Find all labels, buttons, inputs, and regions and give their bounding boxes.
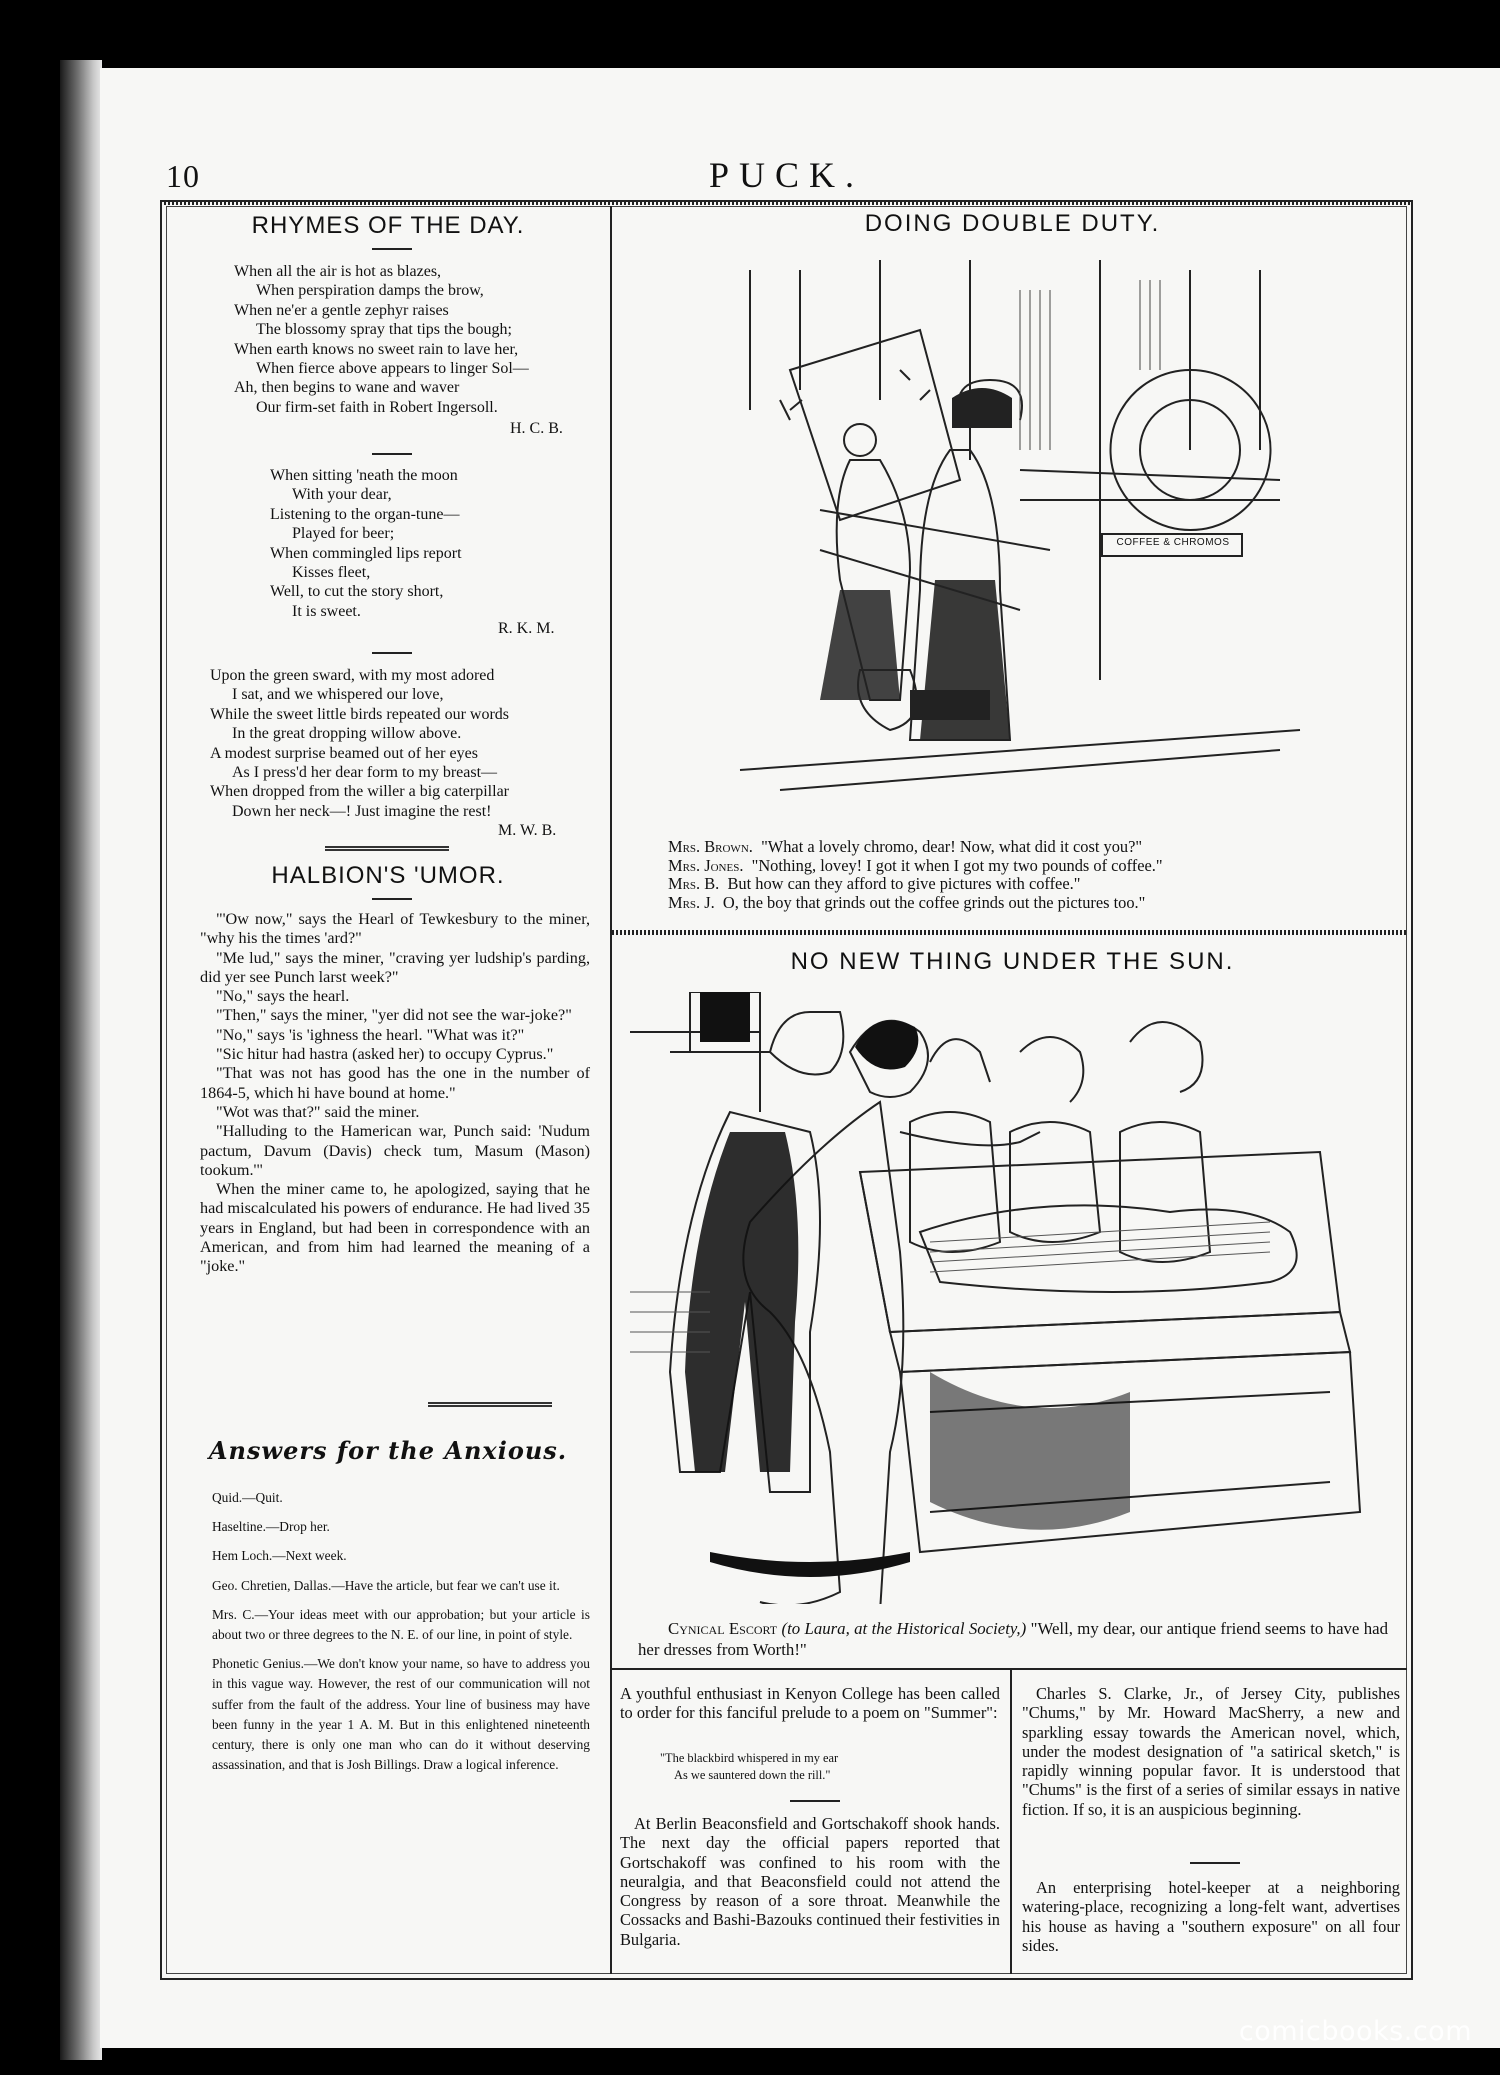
poem-line: When earth knows no sweet rain to lave her, [234,340,519,358]
signature: R. K. M. [498,620,555,637]
rhymes-title: RHYMES OF THE DAY. [251,212,525,239]
separator-rule [372,652,412,654]
poem-line: Kisses fleet, [292,564,371,582]
speaker: Mrs. Jones. [668,855,744,875]
poem-quote [660,1750,838,1784]
answers-title: Answers for the Anxious. [208,1436,568,1465]
poem-line: When commingled lips report [270,544,462,562]
cartoon2-caption [638,1618,1388,1660]
speaker: Mrs. Brown. [668,837,753,856]
column-divider [610,206,612,1974]
answer-item: Geo. Chretien, Dallas.—Have the article, but fear we can't use it. [212,1577,560,1593]
cartoon2-title: NO NEW THING UNDER THE SUN. [790,948,1235,975]
paragraph: "That was not has good has the one in the number of 1864-5, which hi have bound at home." [200,1064,590,1102]
paragraph: "Halluding to the Hamerican war, Punch said: 'Nudum pactum, Davum (Davis) check tum, Masum (Mason) tookum.'" [200,1122,590,1179]
kenyon-note: A youthful enthusiast in Kenyon College has been called to order for this fanciful prelude to a poem on "Summer": [620,1684,1000,1723]
dialogue: "Nothing, lovey! I got it when I got my two pounds of coffee." [751,855,1163,875]
dialogue: O, the boy that grinds out the coffee grinds out the pictures too." [722,892,1146,912]
poem-line: With your dear, [292,486,392,504]
cartoon2-svg [630,992,1365,1604]
halbion-title: HALBION'S 'UMOR. [271,862,505,889]
poem-line: When perspiration damps the brow, [256,282,484,300]
page-number: 10 [166,158,200,194]
magazine-title: PUCK. [708,155,865,195]
speaker: Cynical Escort [668,1619,778,1638]
poem-3 [210,666,509,821]
caption-row [668,857,1163,876]
poem-line: When ne'er a gentle zephyr raises [234,301,449,319]
quote-line: "The blackbird whispered in my ear [660,1751,839,1765]
watermark: comicbooks.com [1238,2016,1472,2047]
coffee-sign: COFFEE & CHROMOS [1116,537,1230,548]
dialogue: But how can they afford to give pictures with coffee." [727,874,1081,893]
poem-line: Down her neck—! Just imagine the rest! [232,802,492,820]
dialogue: "What a lovely chromo, dear! Now, what did it cost you?" [761,837,1143,856]
cartoon1-illustration [720,250,1320,816]
poem-line: A modest surprise beamed out of her eyes [210,744,478,762]
poem-line: When fierce above appears to linger Sol— [256,360,529,378]
answer-item: Haseltine.—Drop her. [212,1519,330,1535]
page-frame [160,140,1450,1975]
caption-row [668,894,1163,913]
poem-line: As I press'd her dear form to my breast— [232,764,498,782]
answer-item: Hem Loch.—Next week. [212,1548,347,1564]
speaker: Mrs. B. [668,874,720,893]
signature: H. C. B. [510,420,563,437]
poem-line: While the sweet little birds repeated our words [210,705,510,723]
section-rule [612,930,1407,935]
caption-row [668,875,1163,894]
poem-line: I sat, and we whispered our love, [232,686,444,704]
halbion-article [200,910,590,1277]
poem-1 [234,262,529,417]
paragraph: "Me lud," says the miner, "craving yer ludship's parding, did yer see Punch larst week?" [200,948,590,986]
double-rule [325,846,449,851]
paragraph: "No," says the hearl. [216,987,350,1006]
poem-line: It is sweet. [292,602,361,620]
separator-rule [1190,1862,1240,1864]
quote-line: As we sauntered down the rill." [674,1768,831,1782]
title-rule [372,898,412,900]
poem-2 [270,466,462,621]
paragraph: "Wot was that?" said the miner. [216,1102,420,1121]
paragraph: "Then," says the miner, "yer did not see the war-joke?" [216,1006,572,1025]
answer-item: Phonetic Genius.—We don't know your name, so have to address you in this vague way. However, the rest of our communication will not suffer from the fault of the address. Your line of business may have been funny in the year 1 A. M. But in this enlightened nineteenth century, there is only one man who can do it without deserving assassination, and that is Josh Billings. Draw a logical inference. [212,1656,590,1773]
paragraph: "Sic hitur had hastra (asked her) to occupy Cyprus." [216,1045,554,1064]
cartoon1-svg [720,250,1320,816]
answers-list [212,1488,590,1784]
dialogue: "Well, my dear, our antique friend seems to have had her dresses from Worth!" [638,1619,1388,1659]
bottom-column-divider [1010,1670,1012,1974]
berlin-note: At Berlin Beaconsfield and Gortschakoff shook hands. The next day the official papers reported that Gortschakoff was confined to his room with the neuralgia, and that Beaconsfield could not attend the Congress by reason of a sore throat. Meanwhile the Cossacks and Bashi-Bazouks continued their festivities in Bulgaria. [620,1814,1000,1949]
poem-line: Ah, then begins to wane and waver [234,379,460,397]
poem-line: The blossomy spray that tips the bough; [256,321,512,339]
signature: M. W. B. [498,822,557,839]
speaker: Mrs. J. [668,892,715,912]
poem-line: When dropped from the willer a big caterpillar [210,783,509,801]
cartoon1-title: DOING DOUBLE DUTY. [864,210,1161,237]
poem-line: Upon the green sward, with my most adored [210,667,495,684]
title-rule [372,248,412,250]
paragraph: When the miner came to, he apologized, saying that he had miscalculated his powers of endurance. He had lived 35 years in England, but had been in correspondence with an American, and from him had learned the meaning of a "joke." [200,1180,590,1276]
poem-line: In the great dropping willow above. [232,725,462,743]
poem-line: Played for beer; [292,525,395,543]
poem-line: Our firm-set faith in Robert Ingersoll. [256,398,498,416]
poem-line: When sitting 'neath the moon [270,467,458,484]
chums-note: Charles S. Clarke, Jr., of Jersey City, publishes "Chums," by Mr. Howard MacSherry, a new and sparkling essay towards the American novel, which, under the modest designation of "a satirical sketch," is rapidly winning popular favor. It is understood that "Chums" is the first of a series of similar essays in native fiction. If so, it is an auspicious beginning. [1022,1684,1400,1819]
stage-direction: (to Laura, at the Historical Society,) [781,1619,1027,1638]
poem-line: When all the air is hot as blazes, [234,263,442,280]
poem-line: Listening to the organ-tune— [270,505,460,523]
separator-rule [372,453,412,455]
cartoon1-caption [668,838,1163,912]
paragraph: "No," says 'is 'ighness the hearl. "What was it?" [216,1025,525,1044]
double-rule [428,1402,552,1407]
hotel-note: An enterprising hotel-keeper at a neighboring watering-place, recognizing a long-felt want, advertises his house as having a "southern exposure" on all four sides. [1022,1878,1400,1955]
caption-row [668,838,1163,857]
answer-item: Mrs. C.—Your ideas meet with our approbation; but your article is about two or three degrees to the N. E. of our line, in point of style. [212,1606,590,1643]
paragraph: "'Ow now," says the Hearl of Tewkesbury to the miner, "why his the times 'ard?" [200,910,590,948]
poem-line: Well, to cut the story short, [270,583,444,601]
book-spine [60,60,102,2060]
answer-item: Quid.—Quit. [212,1490,283,1505]
cartoon2-illustration [630,992,1365,1604]
masthead [160,140,1413,200]
separator-rule [790,1800,840,1802]
